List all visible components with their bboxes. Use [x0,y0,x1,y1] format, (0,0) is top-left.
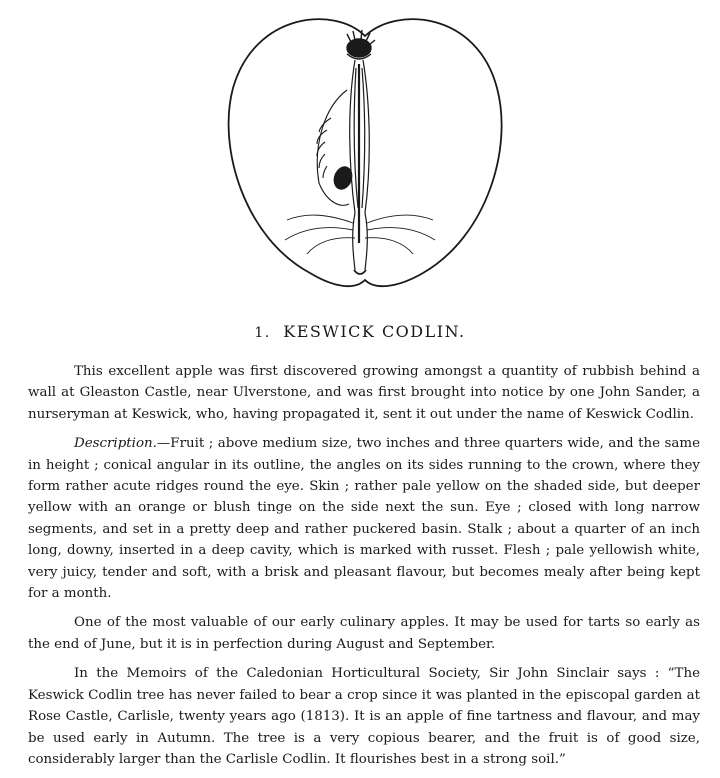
description-body [28,361,700,778]
description-label: Description. [74,436,157,452]
apple-eye [347,30,375,59]
entry-number: 1. [254,325,271,341]
page-title [0,322,720,341]
description-paragraph [28,433,700,604]
apple-core [350,60,370,274]
intro-paragraph: This excellent apple was first discovered growing amongst a quantity of rubbish behind a wall at Gleaston Castle, near Ulverstone, and was first brought into notice by one John Sander, a nurseryman at Keswick, who, having propagated it, sent it out under the name of Keswick Codlin. [28,364,700,422]
apple-section-illustration [215,8,515,298]
description-text: —Fruit ; above medium size, two inches and three quarters wide, and the same in height ; conical angular in its outline, the angles on its sides running to the crown, where they form rather acute ridges round the eye. Skin ; rather pale yellow on the shaded side, but deeper yellow with an orange or blush tinge on the side next the sun. Eye ; closed with long narrow segments, and set in a pretty deep and rather puckered basin. Stalk ; about a quarter of an inch long, downy, inserted in a deep cavity, which is marked with russet. Flesh ; pale yellowish white, very juicy, tender and soft, with a brisk and pleasant flavour, but becomes mealy after being kept for a month. [28,436,700,602]
memoirs-paragraph: In the Memoirs of the Caledonian Horticultural Society, Sir John Sinclair says : “The Keswick Codlin tree has never failed to bear a crop since it was planted in the episcopal garden at Rose Castle, Carlisle, twenty years ago (1813). It is an apple of fine tartness and flavour, and may be used early in Autumn. The tree is a very copious bearer, and the fruit is of good size, considerably larger than the Carlisle Codlin. It flourishes best in a strong soil.” [28,666,700,767]
entry-title: KESWICK CODLIN. [283,322,466,341]
culinary-paragraph: One of the most valuable of our early culinary apples. It may be used for tarts so early as the end of June, but it is in perfection during August and September. [28,615,700,652]
